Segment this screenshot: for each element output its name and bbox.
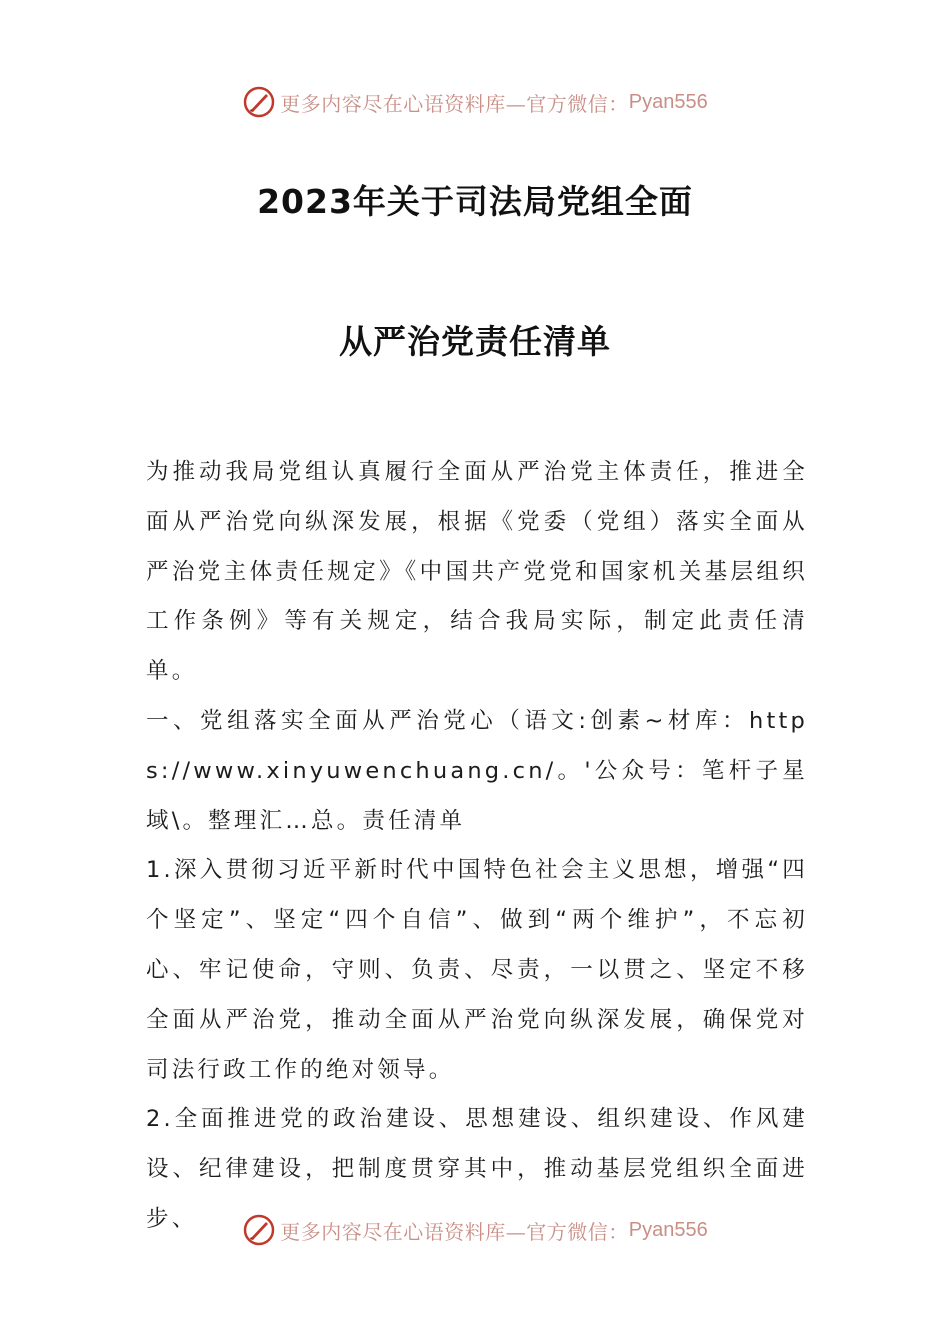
watermark-handle: Pyan556 xyxy=(628,1218,708,1241)
watermark-handle: Pyan556 xyxy=(628,90,708,113)
paragraph-intro: 为推动我局党组认真履行全面从严治党主体责任，推进全面从严治党向纵深发展，根据《党委（党组）落实全面从严治党主体责任规定》《中国共产党党和国家机关基层组织工作条例》等有关规定，结合我局实际，制定此责任清单。 xyxy=(146,459,808,685)
document-title-line-1: 2023年关于司法局党组全面 xyxy=(257,182,693,221)
quill-logo-icon xyxy=(242,85,276,119)
document-body xyxy=(146,448,808,1245)
paragraph-item-1: 1.深入贯彻习近平新时代中国特色社会主义思想，增强“四个坚定”、坚定“四个自信”、做到“两个维护”，不忘初心、牢记使命，守则、负责、尽责，一以贯之、坚定不移全面从严治党，推动全面从严治党向纵深发展，确保党对司法行政工作的绝对领导。 xyxy=(146,857,808,1083)
quill-logo-icon xyxy=(242,1213,276,1247)
document-title-line-2: 从严治党责任清单 xyxy=(339,322,611,361)
watermark-text: 更多内容尽在心语资料库—官方微信： xyxy=(280,91,629,116)
footer-watermark xyxy=(0,1210,950,1250)
paragraph-section-heading: 一、党组落实全面从严治党心（语文:创素~材库：https://www.xinyuwenchuang.cn/。'公众号：笔杆子星域\。整理汇…总。责任清单 xyxy=(146,707,808,834)
watermark-text: 更多内容尽在心语资料库—官方微信： xyxy=(280,1219,629,1244)
header-watermark xyxy=(0,82,950,122)
paragraph-item-2: 2.全面推进党的政治建设、思想建设、组织建设、作风建设、纪律建设，把制度贯穿其中，推动基层党组织全面进步、 xyxy=(146,1106,808,1232)
